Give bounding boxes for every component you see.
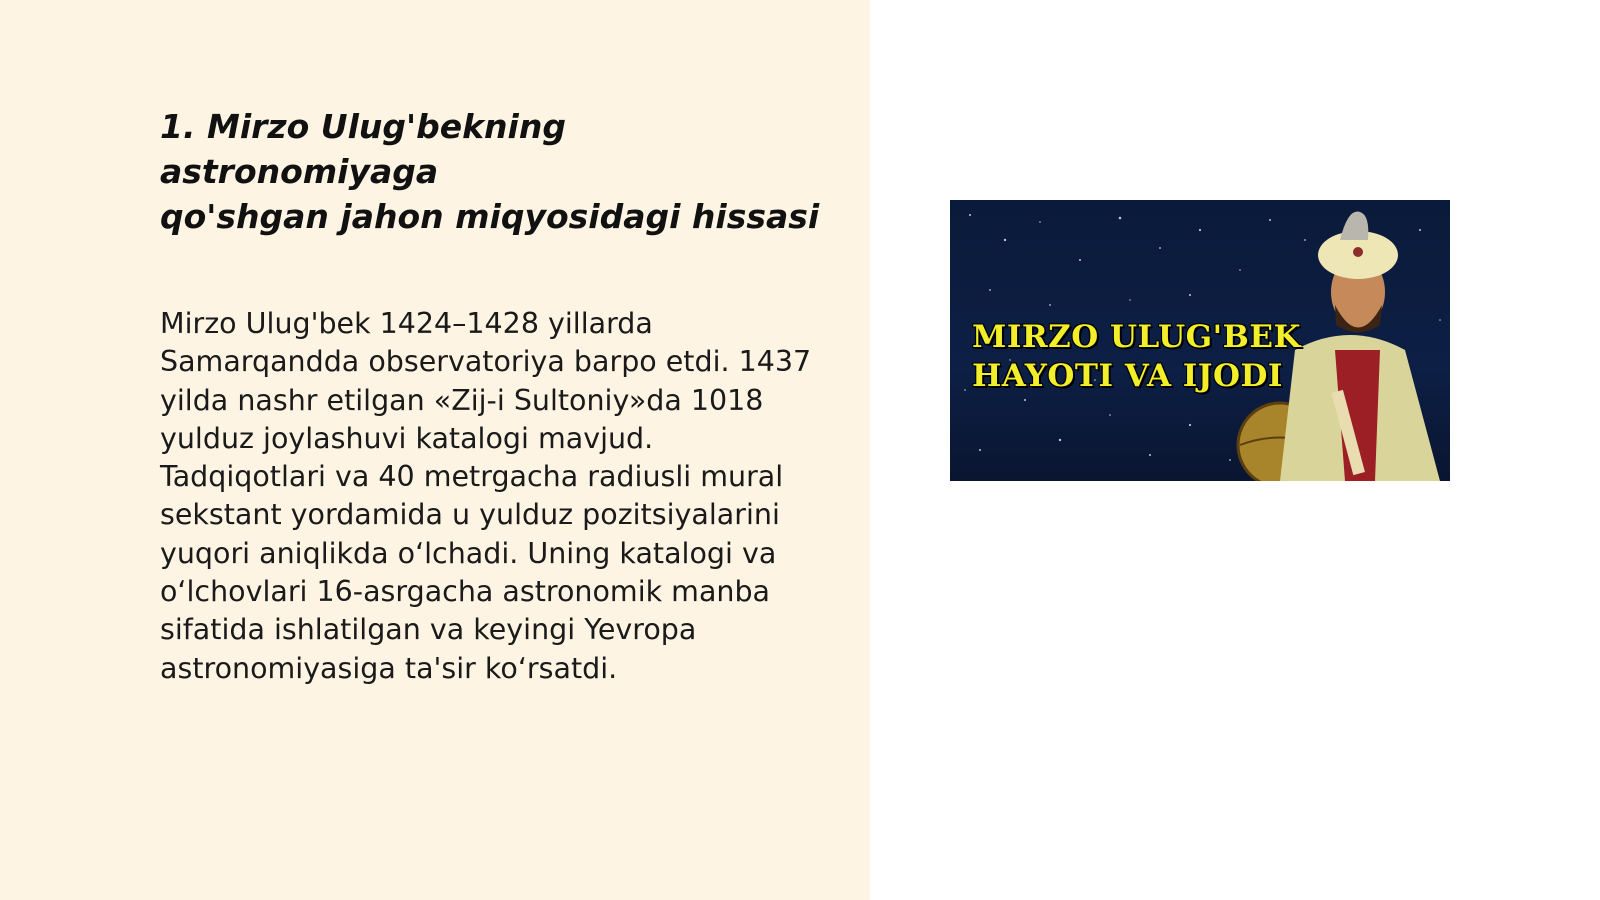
slide-title: 1. Mirzo Ulug'bekning astronomiyaga qo'shgan jahon miqyosidagi hissasi (160, 107, 820, 236)
slide-body-text: Mirzo Ulug'bek 1424–1428 yillarda Samarqandda observatoriya barpo etdi. 1437 yilda nashr etilgan «Zij-i Sultoniy»da 1018 yulduz joylashuvi katalogi mavjud. Tadqiqotlari va 40 metrgacha radiusli mural sekstant yordamida u yulduz pozitsiyalarini yuqori aniqlikda oʻlchadi. Uning katalogi va oʻlchovlari 16-asrgacha astronomik manba sifatida ishlatilgan va keyingi Yevropa astronomiyasiga ta'sir koʻrsatdi. (160, 307, 812, 685)
ulugbek-poster-image (950, 200, 1450, 481)
poster-caption: MIRZO ULUG'BEK HAYOTI VA IJODI (972, 319, 1301, 394)
